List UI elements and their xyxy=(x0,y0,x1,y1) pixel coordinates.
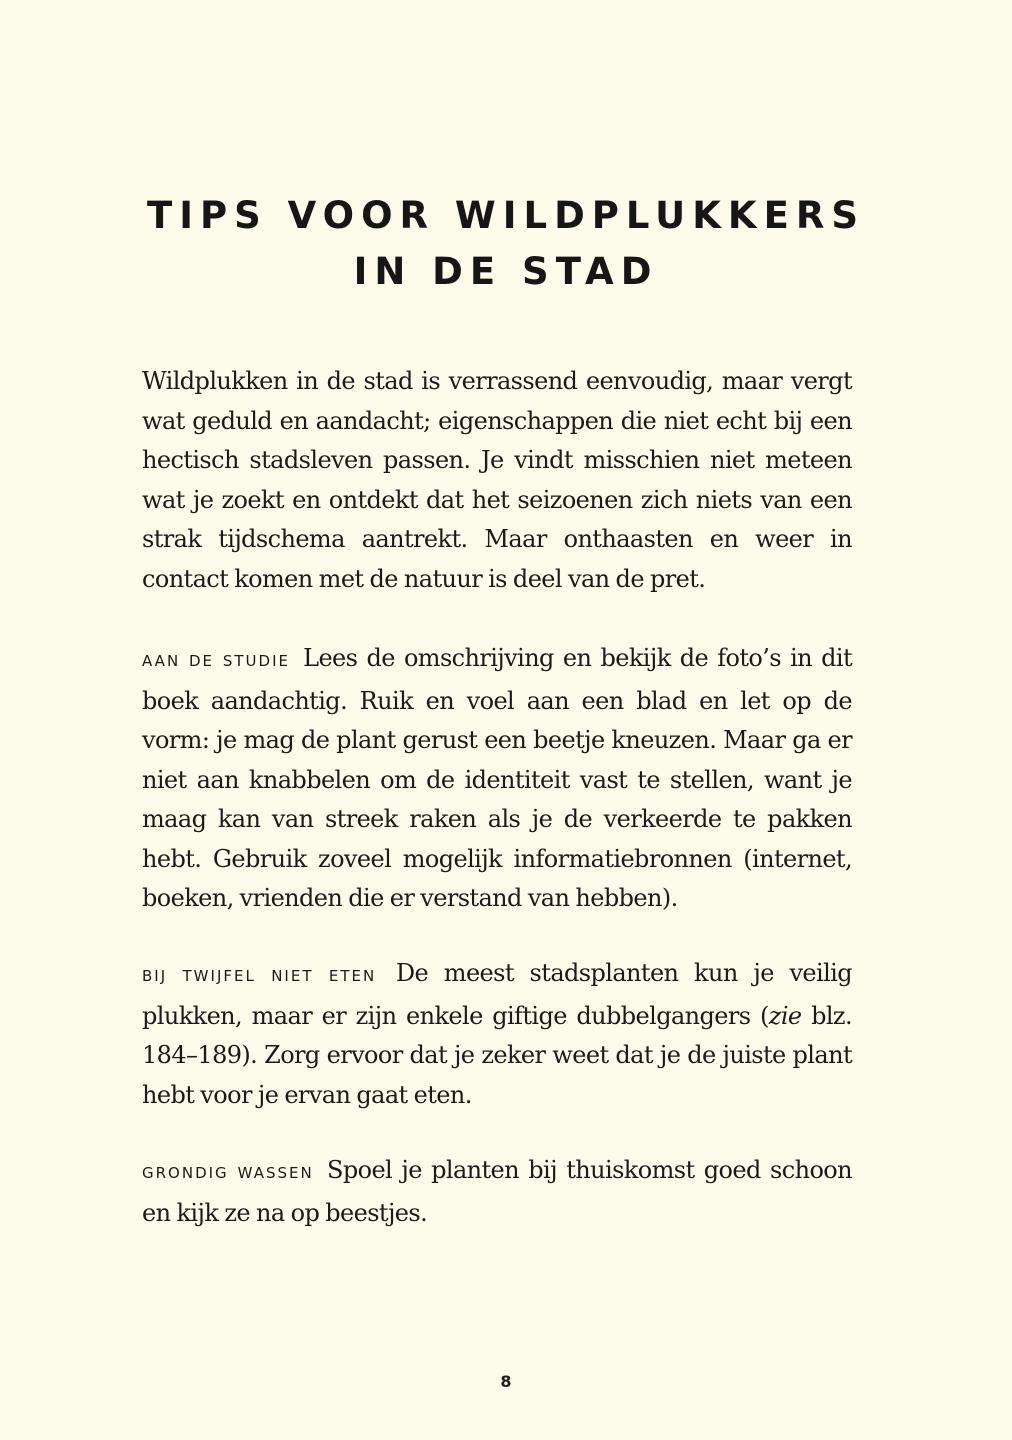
tip-bij-twijfel-niet-eten xyxy=(142,954,852,1115)
tip-text-italic: zie xyxy=(768,1001,802,1030)
page-title-line-1: TIPS VOOR WILDPLUKKERS xyxy=(147,194,865,237)
tip-grondig-wassen xyxy=(142,1151,852,1233)
tip-heading: AAN DE STUDIE xyxy=(142,652,290,670)
tip-aan-de-studie xyxy=(142,639,852,919)
intro-paragraph: Wildplukken in de stad is verrassend eenvoudig, maar vergt wat geduld en aandacht; eigenschappen die niet echt bij een hectisch stadsleven passen. Je vindt misschien niet meteen wat je zoekt en ontdekt dat het seizoenen zich niets van een strak tijdschema aantrekt. Maar onthaasten en weer in contact komen met de natuur is deel van de pret. xyxy=(142,367,852,593)
page-title-line-2: IN DE STAD xyxy=(353,250,659,293)
tip-heading: BIJ TWIJFEL NIET ETEN xyxy=(142,967,377,985)
tip-text: Spoel je planten bij thuiskomst goed schoon en kijk ze na op beestjes. xyxy=(142,1156,853,1227)
tip-text: De meest stadsplanten kun je veilig plukken, maar er zijn enkele giftige dubbelgangers ( xyxy=(142,959,853,1030)
tip-text: blz. 184–189). Zorg ervoor dat je zeker weet dat je de juiste plant hebt voor je ervan gaat eten. xyxy=(142,1001,852,1109)
page-number: 8 xyxy=(500,1372,512,1391)
page-title xyxy=(100,188,912,300)
tip-heading: GRONDIG WASSEN xyxy=(142,1164,314,1182)
tip-text: Lees de omschrijving en bekijk de foto’s in dit boek aandachtig. Ruik en voel aan een blad en let op de vorm: je mag de plant gerust een beetje kneuzen. Maar ga er niet aan knabbelen om de identiteit vast te stellen, want je maag kan van streek raken als je de verkeerde te pakken hebt. Gebruik zoveel mogelijk informatiebronnen (internet, boeken, vrienden die er verstand van hebben). xyxy=(142,644,853,912)
